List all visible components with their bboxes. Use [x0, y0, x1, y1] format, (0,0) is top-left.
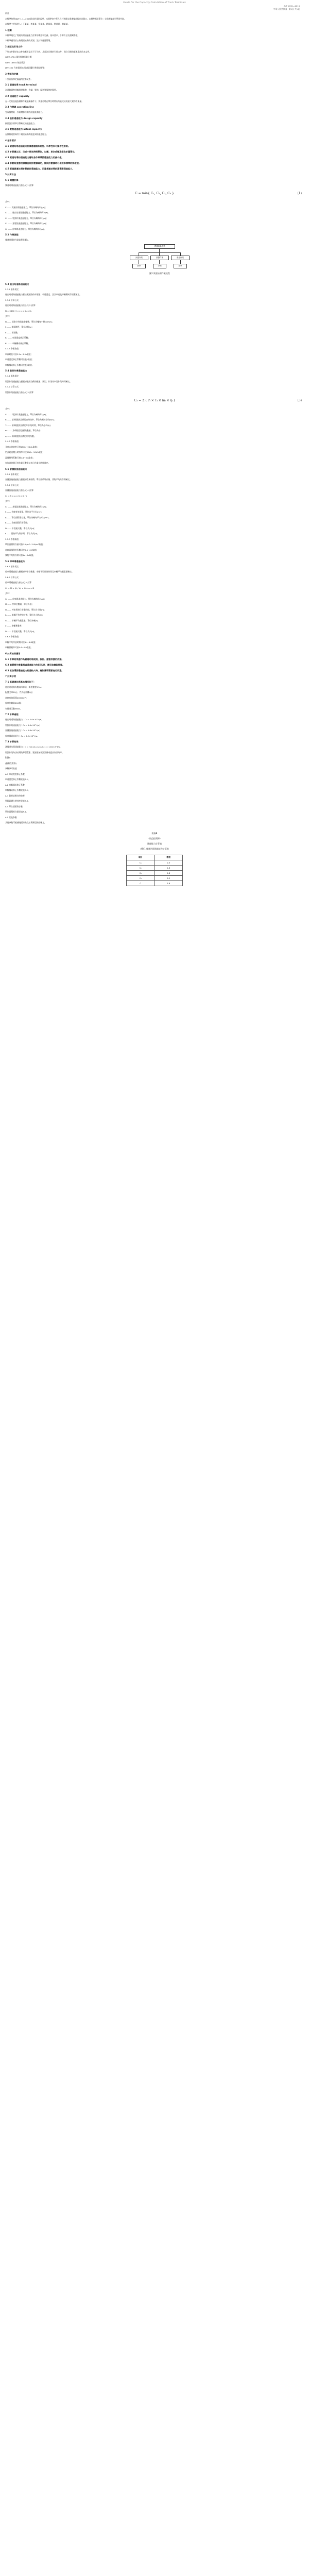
section-heading: 4.1 貨運站場通過能力計算應遵循系統性、科學性和可操作性原則。	[5, 144, 71, 147]
section-heading: 7.1 某貨運站場基本情況如下：	[5, 680, 36, 683]
paragraph: t —— 貨物平均堆存期，單位為天(d)。	[5, 532, 40, 535]
table-cell: C₂	[127, 865, 155, 870]
section-heading: 4 基本要求	[5, 139, 16, 142]
paragraph: 車道寬度修正系數可按表1取值；	[5, 358, 34, 361]
paragraph: 倉儲設施通過能力應根據倉庫面積、單位面積堆存量、貨物平均堆存期確定。	[5, 478, 72, 481]
content	[0, 11, 309, 886]
paragraph: h —— 車頭時距，單位為秒(s)；	[5, 326, 34, 328]
formula-1-number: (1)	[297, 192, 302, 195]
section-heading: 5.3 進出站道路通過能力	[5, 282, 29, 285]
where-section-1	[5, 199, 304, 243]
section-heading: 6.3 當各環節通過能力相差較大時，應對薄弱環節進行改造。	[5, 669, 64, 672]
paragraph: D —— 年營運天數，單位為天(d)。	[5, 630, 37, 633]
table-cell: 1.6	[154, 880, 183, 886]
section-heading: 4.3 貨運站場的通過能力應取各作業環節通過能力的最小值。	[5, 156, 64, 159]
paragraph: A.1 車道寬度修正系數	[5, 772, 25, 775]
paragraph: q —— 單位面積堆存量，單位為噸每平方米(t/m²)；	[5, 516, 50, 519]
paragraph: A.2 車輛構成修正系數	[5, 783, 25, 786]
paragraph: 前言	[5, 12, 9, 14]
paragraph: 5.3.3 參數取值	[5, 347, 19, 350]
paragraph: mᵢ —— 第i類裝卸設備的數量，單位為台；	[5, 429, 43, 432]
paragraph: 5.6.3 參數取值	[5, 635, 19, 638]
section-heading: 5.5 倉儲設施通過能力	[5, 467, 27, 470]
paragraph: C₄ —— 停車場通過能力，單位為噸每年(t/a)；	[5, 597, 46, 600]
paragraph: H —— 停車場每日營業時間，單位為小時(h)；	[5, 608, 46, 611]
section-heading: 2 規范性引用文件	[5, 45, 23, 48]
paragraph: C₃ = S × q × K × D / t	[5, 494, 27, 497]
paragraph: 5.6.1 基本規定	[5, 565, 19, 568]
paragraph: 倉儲設施通過能力：C₃ = 1.8×10⁶ t/a；	[5, 729, 41, 732]
paragraph: C₃ —— 倉儲設施通過能力，單位為噸每年(t/a)；	[5, 505, 48, 508]
paragraph: S —— 倉庫有效面積，單位為平方米(m²)；	[5, 511, 43, 513]
paragraph: N —— 道路小時通過車輛數，單位為輛每小時(veh/h)；	[5, 320, 54, 323]
section-heading: 3.3 作業線 operation line	[5, 106, 34, 108]
paragraph: C₄ = M × (H / t₀) × G × α × D	[5, 586, 35, 589]
section-heading: 5 計算方法	[5, 173, 16, 176]
table-cell: 1.8	[154, 870, 183, 875]
table-row	[127, 865, 183, 870]
paragraph: GB/T 4754 國民經濟行業分類	[5, 56, 32, 58]
formula-1	[5, 188, 304, 199]
paragraph: 5.4.1 基本規定	[5, 375, 19, 377]
paragraph: 5.4.2 計算公式	[5, 385, 19, 388]
table-cell: C₁	[127, 860, 155, 865]
paragraph: 下列文件對於本文件的應用是必不可少的。凡是注日期的引用文件，僅注日期的版本適用於本文件。	[5, 50, 92, 53]
paragraph: 貨物平均堆存期可按1d~5d取值。	[5, 554, 36, 556]
section-heading: 4.4 參數取值應根據調查統計數據確定，無統計數據時可參照本標準附錄取值。	[5, 161, 81, 164]
body-section-1	[5, 281, 304, 396]
paragraph: A.4 單位面積堆存量	[5, 805, 23, 808]
section-heading: 7.2 計算過程	[5, 713, 19, 716]
paragraph: 其他參數可根據地區特點及站場類型調查確定。	[5, 821, 46, 824]
flow-diagram	[5, 243, 309, 281]
paragraph: 單位面積堆存量見表A.4。	[5, 810, 28, 813]
paragraph: Tᵢ —— 第i類裝卸設備的年作業時間，單位為小時(h)；	[5, 423, 53, 427]
paragraph: 倉庫有效面積20000m²；	[5, 696, 28, 699]
result-table	[126, 855, 183, 886]
paragraph: C₂ —— 裝卸作業通過能力，單位為噸每年(t/a)；	[5, 413, 48, 416]
paragraph: K —— 倉庫面積利用系數；	[5, 521, 29, 524]
paragraph: K₂ —— 車輛構成修正系數。	[5, 342, 30, 345]
paragraph: 倉庫面積利用系數可按0.5~0.7取值；	[5, 548, 39, 551]
paragraph: 在一定的設施設備和作業組織條件下，貨運站場在單位時間內所能完成的最大貨物作業量。	[5, 99, 83, 103]
paragraph: K₁ —— 車道寬度修正系數；	[5, 336, 30, 339]
section-heading: 1 范圍	[5, 28, 12, 31]
paragraph: GB/T 18354 物流術語	[5, 61, 25, 64]
diagram-caption: 圖1 貨運站場作業流程	[149, 272, 170, 275]
paragraph: 裝卸設備台時效率見表A.3。	[5, 800, 30, 802]
paragraph: 本標準規定了貨運站場通過能力計算的術語和定義、基本要求、計算方法及相關參數。	[5, 33, 80, 37]
diagram-connector	[159, 248, 160, 252]
paragraph: 停車場通過能力按公式(5)計算：	[5, 581, 33, 584]
paragraph: C₃ —— 倉儲設施通過能力，單位為噸每年(t/a)；	[5, 222, 48, 225]
paragraph: 裝卸作業通過能力：C₂ = 1.6×10⁶ t/a；	[5, 723, 41, 726]
body-section-2	[5, 406, 304, 673]
paragraph: 式中：	[5, 500, 11, 502]
paragraph: 式中：	[5, 315, 11, 317]
section-heading: 6 計算結果應用	[5, 652, 21, 655]
section-heading: 7 計算示例	[5, 674, 16, 677]
table-row	[127, 875, 183, 880]
paragraph: 進出站道路通過能力：C₁ = 2.0×10⁶ t/a；	[5, 718, 43, 721]
table-cell: 2.2	[154, 875, 183, 880]
section-heading: 4.5 新建貨運站場計算設計通過能力，已建貨運站場計算實際通過能力。	[5, 167, 75, 170]
paragraph: 車頭時距可按2.5s~3.5s取值；	[5, 352, 33, 355]
paragraph: 5.5.3 參數取值	[5, 537, 19, 540]
paragraph: 貨運站場通過能力按公式(1)計算：	[5, 183, 36, 187]
appendix-b-type: (規范性附錄)	[148, 837, 161, 840]
section-heading: 5.6 停車場通過能力	[5, 560, 25, 563]
table-cell: C₄	[127, 875, 155, 880]
paragraph: α —— 車輛實載率；	[5, 624, 24, 627]
paragraph: N = 3600 / h × n × K₁ × K₂	[5, 309, 32, 312]
section-heading: 3.1 貨運站場 truck terminal	[5, 83, 37, 86]
table-cell: C₃	[127, 870, 155, 875]
paragraph: 配置叉車20台、門式起重機4台；	[5, 691, 35, 693]
paragraph: A.5 其他參數	[5, 816, 17, 819]
formula-2	[5, 395, 304, 406]
section-heading: 4.2 計算應以年、日或小時為時間單位，以噸、車次或標准箱為計量單位。	[5, 150, 77, 153]
paragraph: 單位面積堆存量可按0.5t/m²~2.0t/m²取值；	[5, 543, 45, 546]
formula-2-text: C₂ = Σ ( Pᵢ × Tᵢ × mᵢ × ηᵢ )	[134, 399, 175, 402]
paragraph: 車輛實載率可按0.6~0.9取值。	[5, 646, 33, 649]
paragraph: C —— 貨運站場通過能力，單位為噸每年(t/a)；	[5, 206, 47, 209]
doc-page: 中華人民共和國 · 第1頁 共1頁	[273, 8, 300, 10]
paragraph: 5.5.2 計算公式	[5, 483, 19, 486]
appendix-b-name: 通過能力計算表	[147, 842, 162, 845]
paragraph: 5.5.1 基本規定	[5, 472, 19, 476]
table-cell: 項目	[127, 855, 155, 860]
paragraph: Pᵢ —— 第i類裝卸設備的台時效率，單位為噸每小時(t/h)；	[5, 418, 56, 421]
paragraph: 式中：	[5, 408, 11, 410]
paragraph: 車道寬度修正系數見表A.1。	[5, 778, 30, 781]
formula-1-text: C = min{ C₁, C₂, C₃, C₄ }	[135, 192, 174, 195]
table-caption: 表B.1 貨運站場通過能力計算表	[140, 847, 169, 850]
paragraph: C₂ —— 裝卸作業通過能力，單位為噸每年(t/a)；	[5, 216, 48, 219]
table-row	[127, 860, 183, 865]
section-heading: 3.4 設計通過能力 design capacity	[5, 116, 43, 120]
paragraph: 本標準適用於公路貨運站場的規划、設計和運營管理。	[5, 39, 53, 42]
paragraph: C₄ —— 停車場通過能力，單位為噸每年(t/a)。	[5, 227, 46, 230]
appendix-b-title: 附錄B	[151, 832, 158, 835]
paragraph: 停車位數量200個；	[5, 702, 23, 704]
paragraph: JT/T 402 汽車貨運站(場)級別劃分和建設要求	[5, 66, 45, 69]
paragraph: 裝卸作業通過能力按公式(3)計算：	[5, 391, 36, 394]
table-cell: 數值	[154, 855, 183, 860]
paragraph: 停車場通過能力應根據停車位數量、車輛平均停放時間及車輛平均載重量確定。	[5, 570, 74, 573]
section-heading: 5.4 裝卸作業通過能力	[5, 369, 27, 372]
paragraph: (資料性附錄)	[5, 761, 16, 765]
front-section	[5, 11, 304, 188]
paragraph: 年營運天數360d。	[5, 707, 22, 710]
paragraph: 門式起重機台時效率可按30t/h~50t/h取值；	[5, 451, 45, 453]
paragraph: 叉車台時效率可按15t/h~25t/h取值；	[5, 445, 39, 448]
diagram-top-box: 貨運站場作業	[144, 244, 175, 249]
paragraph: 式中：	[5, 592, 11, 595]
paragraph: 倉儲設施通過能力按公式(4)計算：	[5, 489, 36, 492]
paragraph: D —— 年營運天數，單位為天(d)；	[5, 527, 37, 530]
paragraph: 車輛構成修正系數可按表2取值。	[5, 363, 34, 366]
paragraph: 貨運站場的作業流程見圖1。	[5, 239, 30, 241]
paragraph: 裝卸作業通過能力應根據裝卸設備的數量、類型、作業效率及作業時間確定。	[5, 380, 72, 383]
paragraph: 下列術語和定義適用於本文件。	[5, 77, 33, 80]
paragraph: 車輛構成修正系數見表A.2。	[5, 789, 30, 791]
paragraph: t₀ —— 車輛平均停放時間，單位為小時(h)；	[5, 614, 44, 616]
paragraph: 附錄A	[5, 756, 11, 759]
diagram-connector	[180, 260, 181, 264]
paragraph: 設備利用系數可按0.6~0.8取值；	[5, 456, 35, 459]
section-heading: 3 術語和定義	[5, 72, 19, 75]
paragraph: ηᵢ —— 第i類裝卸設備的利用系數。	[5, 434, 36, 437]
paragraph: 5.6.2 計算公式	[5, 575, 19, 579]
paragraph: 5.3.1 基本規定	[5, 287, 19, 291]
paragraph: 完成貨物某一作業環節所需的設施設備組合。	[5, 111, 44, 113]
paragraph: 5.4.3 參數取值	[5, 440, 19, 443]
paragraph: 進出站道路通過能力應按照道路的車道數、車道寬度、設計車速及車輛構成等因素確定。	[5, 293, 82, 296]
section-heading: 6.2 當實際作業量超過通過能力的85%時，應采取擴能措施。	[5, 663, 65, 666]
diagram-bot-center-box: 分揀	[153, 264, 166, 268]
table-cell: C	[127, 880, 155, 886]
doc-header-title: Guide for the Capacity Calculation of Truck Terminals	[123, 2, 186, 4]
diagram-mid-right-box: 發送作業	[171, 256, 190, 260]
paragraph: G —— 車輛平均載重量，單位為噸(t)；	[5, 619, 40, 622]
paragraph: 式中：	[5, 200, 11, 203]
paragraph: 年作業時間可按作業天數乘以每日作業小時數確定。	[5, 462, 50, 464]
doc-code: JT/T 1030—2016	[283, 5, 300, 7]
table-row	[127, 870, 183, 875]
table-row	[127, 855, 183, 860]
diagram-mid-center-box: 倉儲作業	[150, 256, 169, 260]
diagram-mid-left-box: 到達作業	[130, 256, 148, 260]
paragraph: M —— 停車位數量，單位為個；	[5, 603, 34, 605]
diagram-connector	[139, 252, 181, 253]
section-heading: 3.5 實際通過能力 actual capacity	[5, 128, 42, 130]
body-section-3	[5, 673, 304, 826]
formula-2-number: (3)	[297, 399, 302, 402]
section-heading: 3.2 通過能力 capacity	[5, 94, 29, 97]
table-cell: 2.0	[154, 860, 183, 865]
paragraph: 按照設計標準計算確定的通過能力。	[5, 122, 37, 125]
paragraph: 該貨運站場通過能力：C = min{C₁,C₂,C₃,C₄} = 1.6×10⁶ t/a。	[5, 745, 62, 748]
diagram-bot-right-box: 裝車	[174, 264, 187, 268]
paragraph: A.3 裝卸設備台時效率	[5, 794, 25, 797]
table-cell: 1.6	[154, 865, 183, 870]
paragraph: 為道路貨物運輸提供集散、倉儲、裝卸、配送等服務的場所。	[5, 89, 58, 91]
paragraph: 5.3.2 計算公式	[5, 298, 19, 301]
paragraph: 進出站道路通過能力按公式(2)計算：	[5, 304, 38, 307]
section-heading: 5.2 作業流程	[5, 233, 19, 236]
paragraph: C₁ —— 進出站道路通過能力，單位為噸每年(t/a)；	[5, 211, 50, 214]
section-heading: 6.1 計算結果應作為貨運站場規划、設計、運營評價的依據。	[5, 657, 64, 660]
paragraph: n —— 車道數；	[5, 331, 20, 334]
section-heading: 7.3 計算結果	[5, 740, 19, 743]
paragraph: 參數參考取值	[5, 767, 17, 770]
section-heading: 5.1 總體計算	[5, 178, 19, 181]
paragraph: 車輛平均停放時間可按1h~4h取值；	[5, 640, 38, 643]
paragraph: 本標準按照GB/T 1.1—2009給出的規則起草，本標準由中華人民共和國交通運輸部提出並歸口，本標準起草單位：交通運輸部科學研究院。	[5, 17, 126, 20]
diagram-bot-left-box: 卸車	[132, 264, 146, 268]
paragraph: 進出站道路為雙向四車道，車道寬度3.5m；	[5, 685, 44, 688]
paragraph: 裝卸作業為該站場的薄弱環節，建議增加裝卸設備或提高作業效率。	[5, 751, 64, 754]
paragraph: 停車場通過能力：C₄ = 2.2×10⁶ t/a。	[5, 734, 39, 737]
diagram-connector	[159, 260, 160, 264]
paragraph: 在實際運營條件下貨運站場所能達到的通過能力。	[5, 133, 48, 135]
paragraph: 本標準主要起草人：王某某、李某某、張某某、趙某某、劉某某、陳某某。	[5, 23, 70, 25]
table-row	[127, 880, 183, 886]
document	[0, 0, 309, 886]
